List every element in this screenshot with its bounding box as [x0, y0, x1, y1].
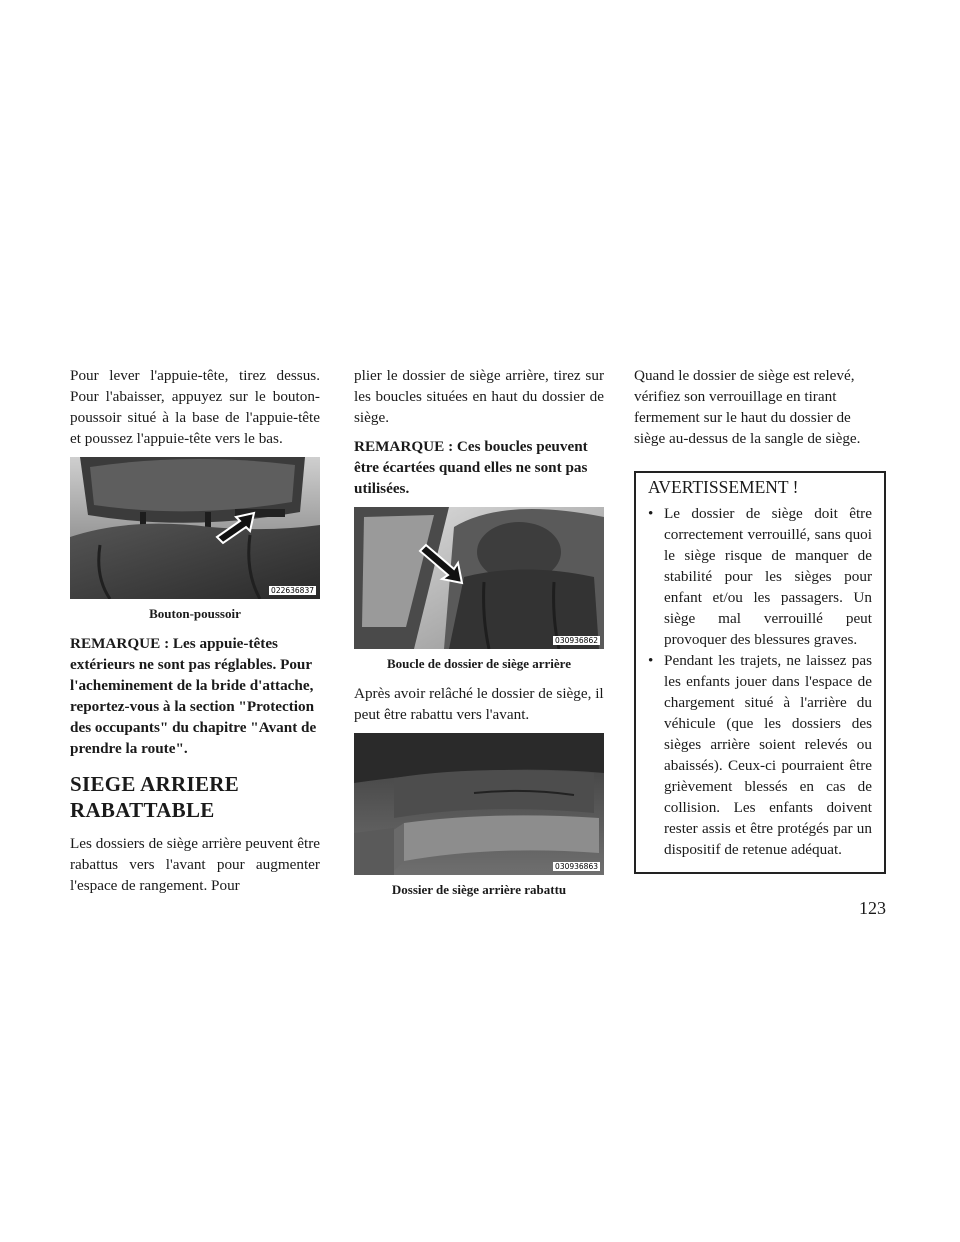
paragraph-fold-forward: Après avoir relâché le dossier de siège, il peut être rabattu vers l'avant.	[354, 685, 604, 723]
figure-code: 030936862	[555, 636, 598, 645]
folded-seatback-photo-image	[354, 733, 604, 875]
note-loops: REMARQUE : Ces boucles peuvent être écartées quand elles ne sont pas utilisées.	[354, 438, 588, 497]
paragraph-headrest-adjust: Pour lever l'appuie-tête, tirez dessus. Pour l'abaisser, appuyez sur le bouton-poussoir situé à la base de l'appuie-tête et poussez l'appuie-tête vers le bas.	[70, 367, 320, 447]
note-headrest: REMARQUE : Les appuie-têtes extérieurs ne sont pas réglables. Pour l'acheminement de la bride d'attache, reportez-vous à la section "Protection des occupants" du chapitre "Avant de prendre la route".	[70, 635, 317, 757]
section-heading-line-1: SIEGE ARRIERE	[70, 772, 240, 796]
paragraph-check-latch: Quand le dossier de siège est relevé, vérifiez son verrouillage en tirant fermement sur le haut du dossier de siège au-dessus de la sangle de siège.	[634, 367, 861, 447]
headrest-photo-image	[70, 457, 320, 599]
figure-caption: Bouton-poussoir	[149, 606, 241, 621]
figure-caption: Boucle de dossier de siège arrière	[386, 656, 571, 671]
warning-item: • Le dossier de siège doit être correctement verrouillé, sans quoi le siège risque de manquer de stabilité pour les sièges pour enfant et/ou les passagers. Un siège mal verrouillé peut provoquer des blessures graves.	[648, 503, 872, 650]
column-1	[70, 365, 320, 904]
warning-title: AVERTISSEMENT !	[648, 477, 799, 497]
figure-code: 030936863	[555, 862, 598, 871]
paragraph-fold-seats: Les dossiers de siège arrière peuvent être rabattus vers l'avant pour augmenter l'espace de rangement. Pour	[70, 835, 320, 894]
warning-box	[634, 471, 886, 874]
section-heading	[70, 771, 320, 823]
warning-item: • Pendant les trajets, ne laissez pas les enfants jouer dans l'espace de chargement situé à l'arrière du véhicule (que les dossiers des sièges arrière soient relevés ou abaissés). Ceux-ci pourraient être grièvement blessés en cas de collision. Les enfants doivent rester assis et être protégés par un dispositif de retenue adéquat.	[648, 650, 872, 860]
figure-caption: Dossier de siège arrière rabattu	[391, 882, 567, 897]
warning-list	[648, 503, 872, 860]
figure-code: 022636837	[271, 586, 314, 595]
seatback-loop-photo-image	[354, 507, 604, 649]
section-heading-line-2: RABATTABLE	[70, 798, 215, 822]
column-3	[634, 365, 884, 874]
page-number: 123	[859, 898, 886, 918]
figure-seatback-loop	[354, 507, 604, 649]
figure-folded-seatback	[354, 733, 604, 875]
paragraph-pull-loops: plier le dossier de siège arrière, tirez sur les boucles situées en haut du dossier de siège.	[354, 367, 604, 426]
column-2	[354, 365, 604, 909]
figure-push-button	[70, 457, 320, 599]
